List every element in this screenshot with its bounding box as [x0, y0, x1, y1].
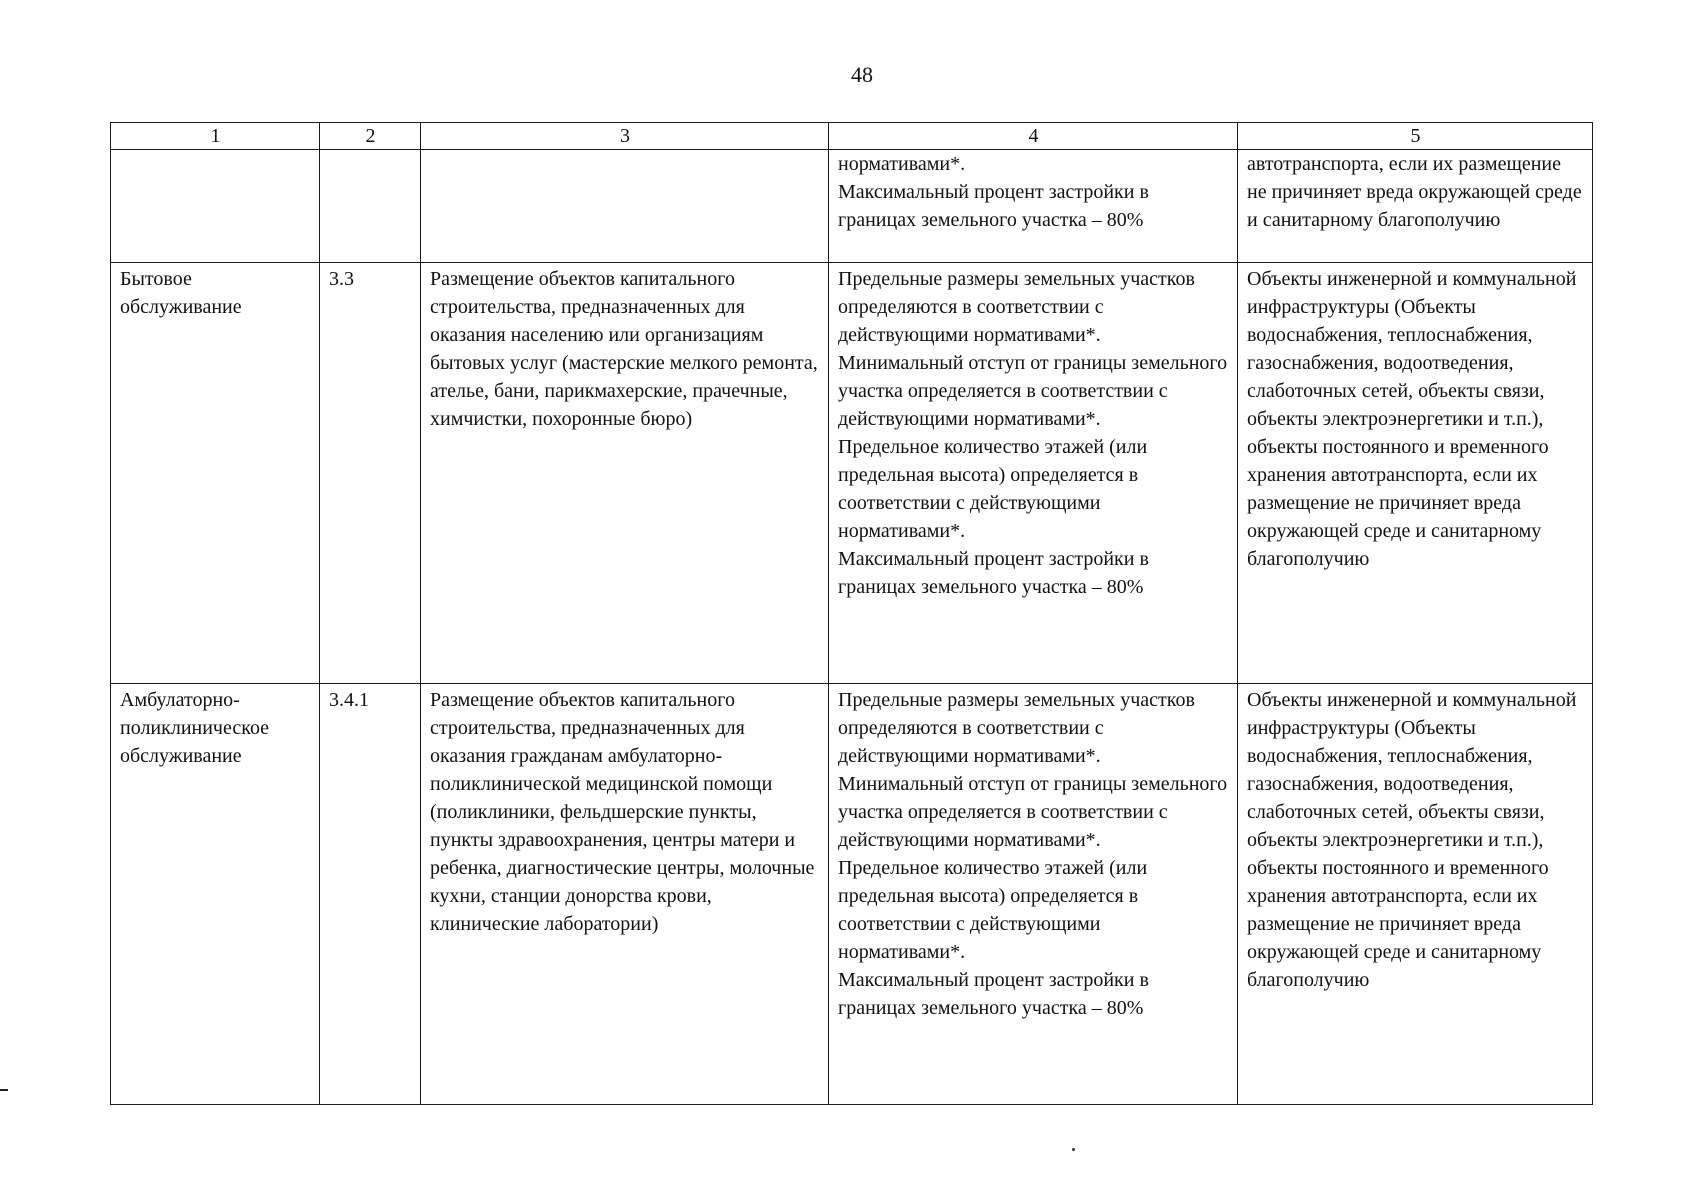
column-header-1: 1 [111, 123, 320, 150]
auxiliary-uses-cell: Объекты инженерной и коммунальной инфраструктуры (Объекты водоснабжения, теплоснабжения, газоснабжения, водоотведения, слаботочных сетей, объекты связи, объекты электроэнергетики и т.п.), объекты постоянного и временного хранения автотранспорта, если их размещение не причиняет вреда окружающей среде и санитарному благополучию [1238, 684, 1593, 1105]
auxiliary-uses-cell: автотранспорта, если их размещение не причиняет вреда окружающей среде и санитарному благополучию [1238, 150, 1593, 263]
use-code-cell [320, 150, 421, 263]
use-name-cell: Амбулаторно-поликлиническое обслуживание [111, 684, 320, 1105]
auxiliary-uses-cell: Объекты инженерной и коммунальной инфраструктуры (Объекты водоснабжения, теплоснабжения, газоснабжения, водоотведения, слаботочных сетей, объекты связи, объекты электроэнергетики и т.п.), объекты постоянного и временного хранения автотранспорта, если их размещение не причиняет вреда окружающей среде и санитарному благополучию [1238, 263, 1593, 684]
land-use-table [110, 122, 1593, 1105]
use-description-cell: Размещение объектов капитального строительства, предназначенных для оказания населению или организациям бытовых услуг (мастерские мелкого ремонта, ателье, бани, парикмахерские, прачечные, химчистки, похоронные бюро) [421, 263, 829, 684]
table-header [111, 123, 1593, 150]
use-description-cell [421, 150, 829, 263]
table-row [111, 263, 1593, 684]
parameters-cell: нормативами*. Максимальный процент застройки в границах земельного участка – 80% [829, 150, 1238, 263]
page-number: 48 [851, 62, 873, 87]
scan-dot-mark [1072, 1148, 1075, 1151]
table-row [111, 684, 1593, 1105]
column-header-3: 3 [421, 123, 829, 150]
header-row [111, 123, 1593, 150]
use-description-cell: Размещение объектов капитального строительства, предназначенных для оказания гражданам амбулаторно-поликлинической медицинской помощи (поликлиники, фельдшерские пункты, пункты здравоохранения, центры матери и ребенка, диагностические центры, молочные кухни, станции донорства крови, клинические лаборатории) [421, 684, 829, 1105]
table-body [111, 150, 1593, 1105]
use-code-cell: 3.3 [320, 263, 421, 684]
column-header-2: 2 [320, 123, 421, 150]
column-header-5: 5 [1238, 123, 1593, 150]
column-header-4: 4 [829, 123, 1238, 150]
table-row [111, 150, 1593, 263]
parameters-cell: Предельные размеры земельных участков определяются в соответствии с действующими нормативами*. Минимальный отступ от границы земельного участка определяется в соответствии с действующими нормативами*. Предельное количество этажей (или предельная высота) определяется в соответствии с действующими нормативами*. Максимальный процент застройки в границах земельного участка – 80% [829, 684, 1238, 1105]
parameters-cell: Предельные размеры земельных участков определяются в соответствии с действующими нормативами*. Минимальный отступ от границы земельного участка определяется в соответствии с действующими нормативами*. Предельное количество этажей (или предельная высота) определяется в соответствии с действующими нормативами*. Максимальный процент застройки в границах земельного участка – 80% [829, 263, 1238, 684]
use-name-cell [111, 150, 320, 263]
use-name-cell: Бытовое обслуживание [111, 263, 320, 684]
margin-tick-mark [0, 1089, 8, 1091]
use-code-cell: 3.4.1 [320, 684, 421, 1105]
